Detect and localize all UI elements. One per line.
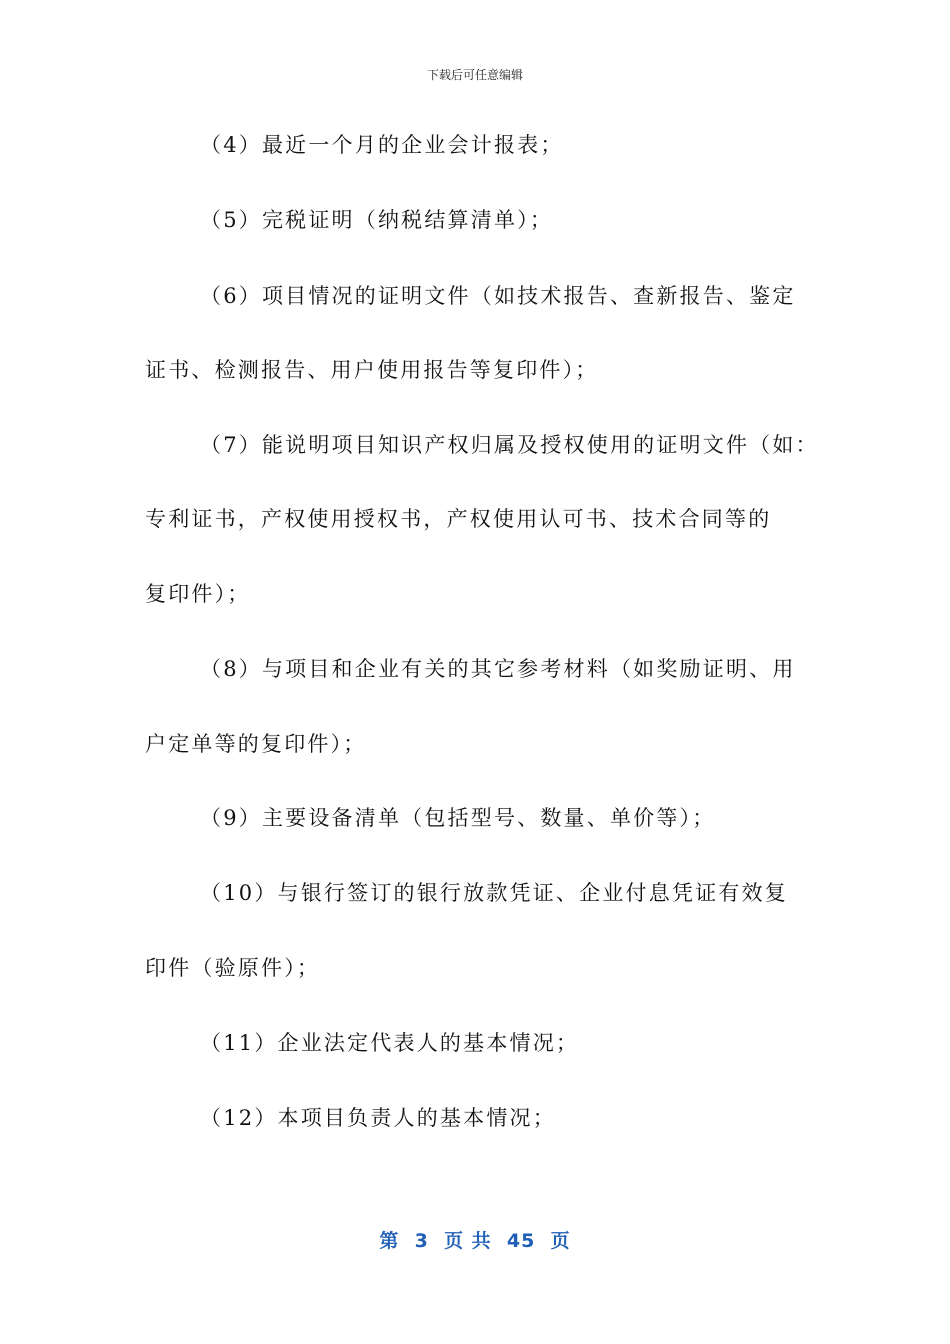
page-number-footer: 第 3 页 共 45 页 [379, 1230, 571, 1252]
paragraph-line: （4）最近一个月的企业会计报表； [200, 133, 564, 157]
paragraph-line: 证书、检测报告、用户使用报告等复印件）； [145, 358, 599, 382]
paragraph-line: （9）主要设备清单（包括型号、数量、单价等）； [200, 806, 716, 830]
paragraph-line: 印件（验原件）； [145, 956, 321, 980]
page-header-note: 下载后可任意编辑 [426, 68, 523, 82]
paragraph-line: （10）与银行签订的银行放款凭证、企业付息凭证有效复 [200, 881, 788, 905]
paragraph-line: 复印件）； [145, 582, 251, 606]
paragraph-line: （7）能说明项目知识产权归属及授权使用的证明文件（如： [200, 433, 819, 457]
paragraph-line: 户定单等的复印件）； [145, 732, 367, 756]
paragraph-line: 专利证书，产权使用授权书，产权使用认可书、技术合同等的 [145, 507, 772, 531]
paragraph-line: （6）项目情况的证明文件（如技术报告、查新报告、鉴定 [200, 284, 796, 308]
paragraph-line: （11）企业法定代表人的基本情况； [200, 1031, 580, 1055]
paragraph-line: （12）本项目负责人的基本情况； [200, 1106, 556, 1130]
paragraph-line: （8）与项目和企业有关的其它参考材料（如奖励证明、用 [200, 657, 796, 681]
paragraph-line: （5）完税证明（纳税结算清单）； [200, 208, 554, 232]
